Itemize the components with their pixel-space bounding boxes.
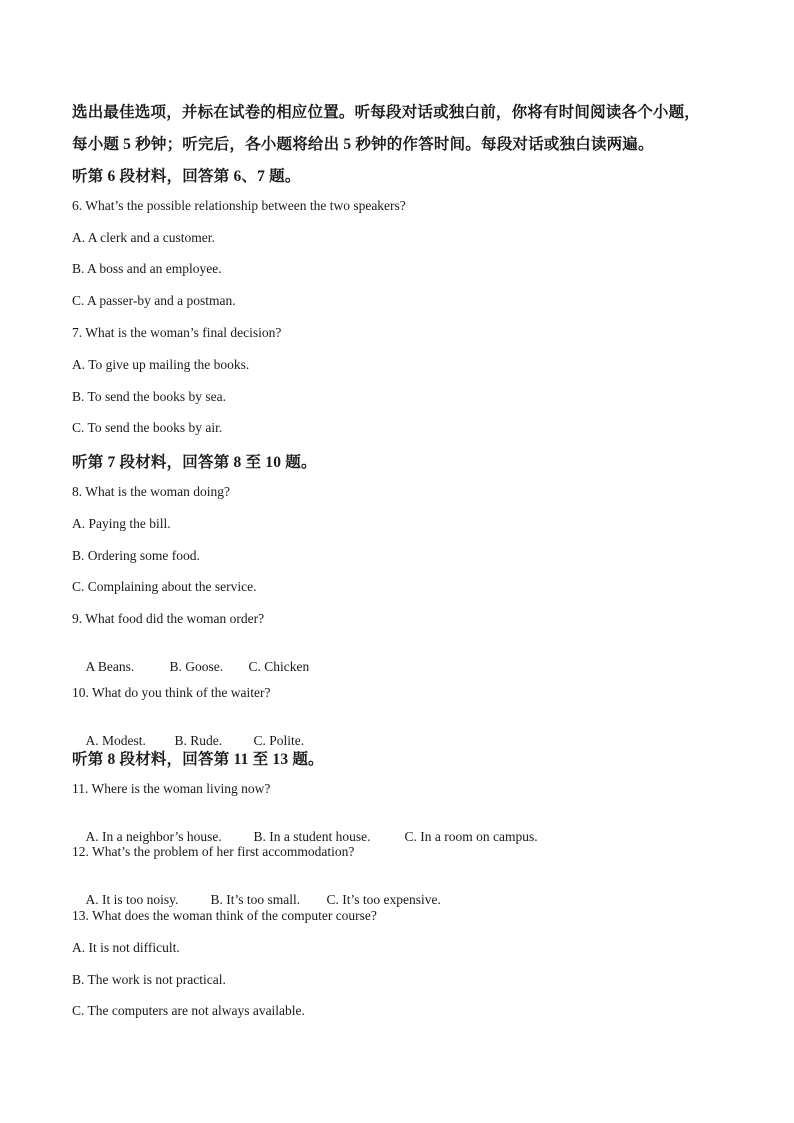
option-9a: A Beans. [85,659,135,674]
option-10c: C. Polite. [253,733,305,748]
question-10: 10. What do you think of the waiter? [72,685,271,700]
instructions-line-2: 每小题 5 秒钟；听完后，各小题将给出 5 秒钟的作答时间。每段对话或独白读两遍。 [72,136,654,153]
question-11: 11. Where is the woman living now? [72,781,271,796]
option-8c: C. Complaining about the service. [72,579,257,594]
option-8a: A. Paying the bill. [72,516,171,531]
options-9 [72,643,309,691]
option-6a: A. A clerk and a customer. [72,230,215,245]
section-heading: 听第 6 段材料，回答第 6、7 题。 [72,168,301,185]
question-6: 6. What’s the possible relationship between the two speakers? [72,198,406,213]
option-7c: C. To send the books by air. [72,420,223,435]
option-7a: A. To give up mailing the books. [72,357,250,372]
section-heading: 听第 7 段材料，回答第 8 至 10 题。 [72,454,317,471]
option-8b: B. Ordering some food. [72,548,200,563]
question-8: 8. What is the woman doing? [72,484,230,499]
option-9b: B. Goose. [169,659,224,674]
option-11b: B. In a student house. [253,829,371,844]
option-11c: C. In a room on campus. [404,829,538,844]
question-7: 7. What is the woman’s final decision? [72,325,282,340]
question-9: 9. What food did the woman order? [72,611,265,626]
option-13a: A. It is not difficult. [72,940,180,955]
option-13c: C. The computers are not always available. [72,1003,305,1018]
option-6c: C. A passer-by and a postman. [72,293,236,308]
question-12: 12. What’s the problem of her first accommodation? [72,844,355,859]
option-13b: B. The work is not practical. [72,972,226,987]
option-9c: C. Chicken [248,659,310,674]
option-6b: B. A boss and an employee. [72,261,222,276]
option-10b: B. Rude. [174,733,223,748]
option-12b: B. It’s too small. [210,892,301,907]
option-11a: A. In a neighbor’s house. [85,829,222,844]
option-7b: B. To send the books by sea. [72,389,227,404]
question-13: 13. What does the woman think of the computer course? [72,908,377,923]
option-10a: A. Modest. [85,733,146,748]
option-12a: A. It is too noisy. [85,892,179,907]
option-12c: C. It’s too expensive. [326,892,441,907]
instructions-line-1: 选出最佳选项，并标在试卷的相应位置。听每段对话或独白前，你将有时间阅读各个小题， [72,104,701,121]
section-heading: 听第 8 段材料，回答第 11 至 13 题。 [72,751,324,768]
